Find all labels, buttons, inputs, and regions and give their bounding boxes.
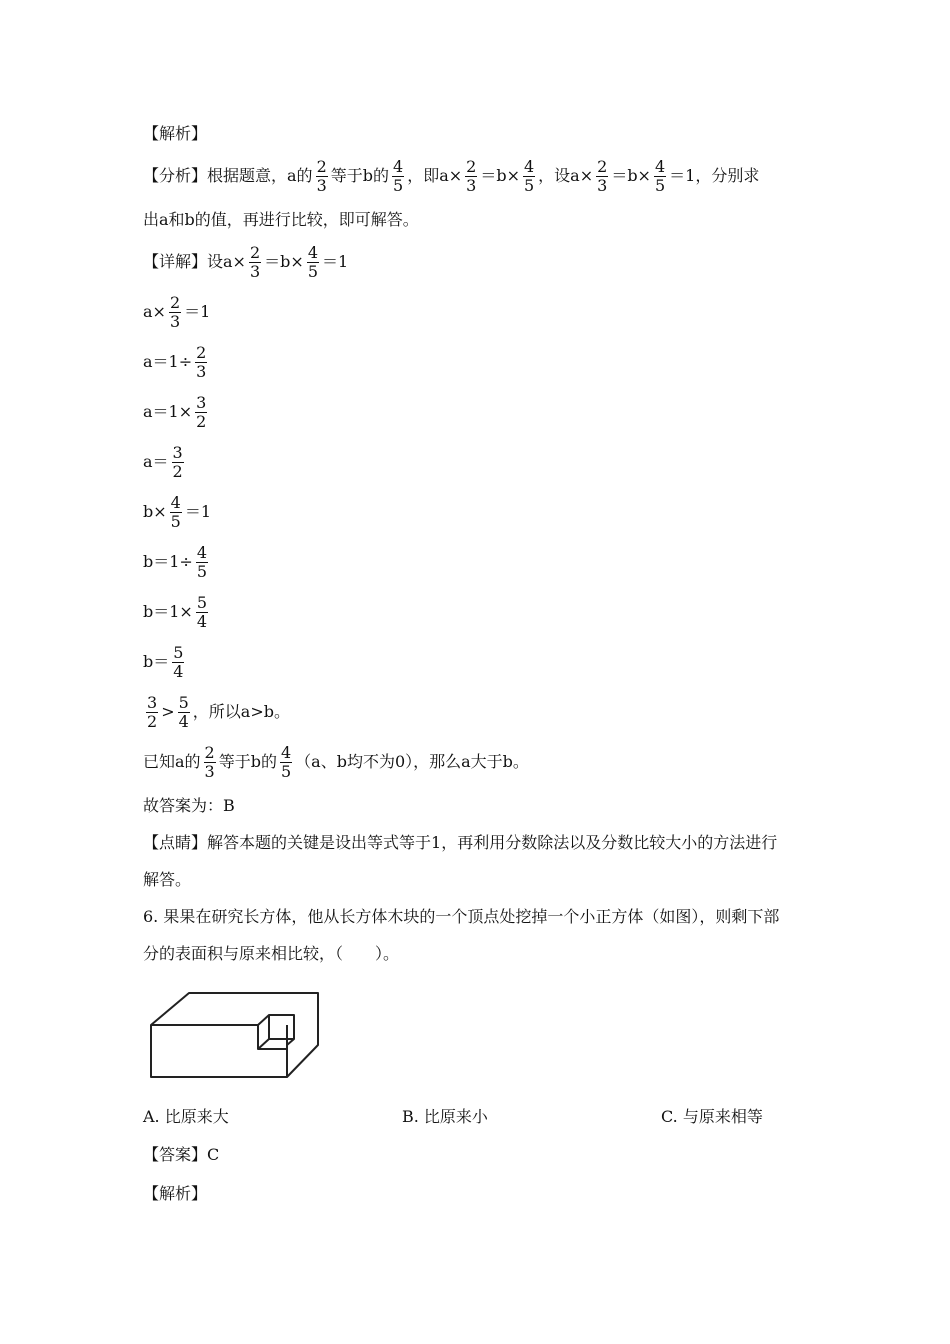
cuboid-outline — [151, 993, 318, 1077]
fraction-5-4 — [196, 594, 208, 631]
cuboid-figure — [148, 990, 323, 1089]
text: 等于b的 — [330, 166, 389, 185]
text: b× — [143, 502, 167, 521]
text: ＝b× — [480, 166, 520, 185]
cuboid-with-notch-diagram — [148, 990, 323, 1085]
fraction-5-4 — [172, 644, 184, 681]
jiexi-heading: 【解析】 — [143, 124, 208, 143]
numerator: 2 — [316, 157, 327, 176]
option-c[interactable]: C. 与原来相等 — [661, 1107, 763, 1126]
step-6 — [143, 544, 211, 581]
text: ＝b× — [264, 252, 304, 271]
fraction-4-5 — [392, 158, 404, 195]
denominator: 4 — [173, 662, 184, 681]
fraction-2-3 — [249, 244, 261, 281]
text: a＝1× — [143, 402, 193, 421]
numerator: 5 — [196, 593, 208, 612]
detail-line — [143, 244, 348, 281]
dianjing-label: 【点睛】 — [143, 833, 208, 852]
text: b＝1× — [143, 602, 193, 621]
analysis-label: 【分析】 — [143, 166, 208, 185]
denominator: 3 — [316, 176, 327, 195]
denominator: 3 — [169, 312, 181, 331]
numerator: 5 — [178, 693, 189, 712]
denominator: 3 — [466, 176, 477, 195]
denominator: 3 — [597, 176, 608, 195]
known-line — [143, 744, 529, 781]
fraction-4-5 — [654, 158, 666, 195]
numerator: 4 — [654, 157, 666, 176]
analysis-line-1 — [143, 158, 759, 195]
step-7 — [143, 594, 211, 631]
fraction-2-3 — [195, 344, 207, 381]
numerator: 4 — [523, 157, 535, 176]
denominator: 5 — [307, 262, 318, 281]
denominator: 3 — [249, 262, 261, 281]
question-6-line-2: 分的表面积与原来相比较，（ ）。 — [143, 944, 400, 963]
numerator: 2 — [597, 157, 608, 176]
analysis-line-2: 出a和b的值，再进行比较，即可解答。 — [143, 210, 419, 229]
question-6-line-1: 6. 果果在研究长方体，他从长方体木块的一个顶点处挖掉一个小正方体（如图），则剩下部 — [143, 907, 780, 926]
numerator: 4 — [196, 543, 208, 562]
numerator: 2 — [204, 743, 215, 762]
notch-top-right-edge — [294, 993, 318, 1015]
answer-line: 故答案为：B — [143, 796, 235, 815]
text: ＝1，分别求 — [669, 166, 760, 185]
text: 解答本题的关键是设出等式等于1，再利用分数除法以及分数比较大小的方法进行 — [207, 833, 778, 852]
denominator: 4 — [178, 712, 189, 731]
step-8 — [143, 644, 187, 681]
greater-than: > — [161, 702, 175, 721]
fraction-2-3 — [204, 744, 216, 781]
denominator: 5 — [654, 176, 666, 195]
notch-right-floor — [287, 1017, 318, 1049]
dianjing-line-1 — [143, 833, 777, 853]
text: ＝1 — [184, 302, 211, 321]
dianjing-line-2: 解答。 — [143, 870, 192, 889]
text: ，即a× — [407, 166, 463, 185]
fraction-4-5 — [523, 158, 535, 195]
denominator: 2 — [172, 462, 183, 481]
text: ＝1 — [184, 502, 212, 521]
text: a× — [143, 302, 166, 321]
fraction-4-5 — [196, 544, 208, 581]
fraction-3-2 — [172, 444, 184, 481]
text: 根据题意，a的 — [207, 166, 313, 185]
step-2 — [143, 344, 210, 381]
numerator: 2 — [169, 293, 181, 312]
fraction-4-5 — [307, 244, 319, 281]
text: b＝ — [143, 652, 170, 671]
fraction-3-2 — [195, 394, 207, 431]
fraction-4-5 — [170, 494, 182, 531]
denominator: 2 — [196, 412, 207, 431]
numerator: 2 — [466, 157, 477, 176]
denominator: 3 — [196, 362, 207, 381]
text: 已知a的 — [143, 752, 201, 771]
fraction-2-3 — [596, 158, 608, 195]
text: b＝1÷ — [143, 552, 193, 571]
step-5 — [143, 494, 211, 531]
fraction-2-3 — [169, 294, 181, 331]
fraction-4-5 — [280, 744, 292, 781]
right-top-edge — [287, 993, 318, 1025]
text: 设a× — [207, 252, 246, 271]
step-4 — [143, 444, 187, 481]
denominator: 5 — [523, 176, 535, 195]
denominator: 2 — [147, 712, 158, 731]
text: ＝1 — [322, 252, 349, 271]
numerator: 3 — [172, 443, 183, 462]
numerator: 4 — [280, 743, 292, 762]
option-a[interactable]: A. 比原来大 — [143, 1107, 229, 1126]
fraction-3-2 — [146, 694, 158, 731]
numerator: 4 — [170, 493, 181, 512]
step-3 — [143, 394, 210, 431]
fraction-2-3 — [316, 158, 328, 195]
text: ，设a× — [538, 166, 594, 185]
numerator: 4 — [393, 157, 404, 176]
numerator: 3 — [196, 393, 207, 412]
numerator: 3 — [147, 693, 158, 712]
detail-label: 【详解】 — [143, 252, 208, 271]
numerator: 2 — [249, 243, 261, 262]
text: ＝b× — [611, 166, 651, 185]
comparison-line — [143, 694, 290, 731]
option-b[interactable]: B. 比原来小 — [402, 1107, 488, 1126]
denominator: 3 — [204, 762, 215, 781]
fraction-2-3 — [465, 158, 477, 195]
denominator: 5 — [170, 512, 181, 531]
text: a＝1÷ — [143, 352, 193, 371]
denominator: 5 — [196, 562, 208, 581]
text: ，所以a>b。 — [192, 702, 290, 721]
numerator: 2 — [196, 343, 207, 362]
step-1 — [143, 294, 210, 331]
denominator: 5 — [393, 176, 404, 195]
numerator: 5 — [173, 643, 184, 662]
front-face-notch — [258, 1025, 287, 1077]
text: 等于b的 — [218, 752, 277, 771]
question-6-jiexi: 【解析】 — [143, 1184, 208, 1203]
text: a＝ — [143, 452, 169, 471]
denominator: 5 — [280, 762, 292, 781]
question-6-answer: 【答案】C — [143, 1145, 220, 1164]
notch-cube-back — [258, 1015, 294, 1045]
fraction-5-4 — [178, 694, 190, 731]
text: （a、b均不为0），那么a大于b。 — [295, 752, 529, 771]
numerator: 4 — [307, 243, 318, 262]
denominator: 4 — [196, 612, 208, 631]
